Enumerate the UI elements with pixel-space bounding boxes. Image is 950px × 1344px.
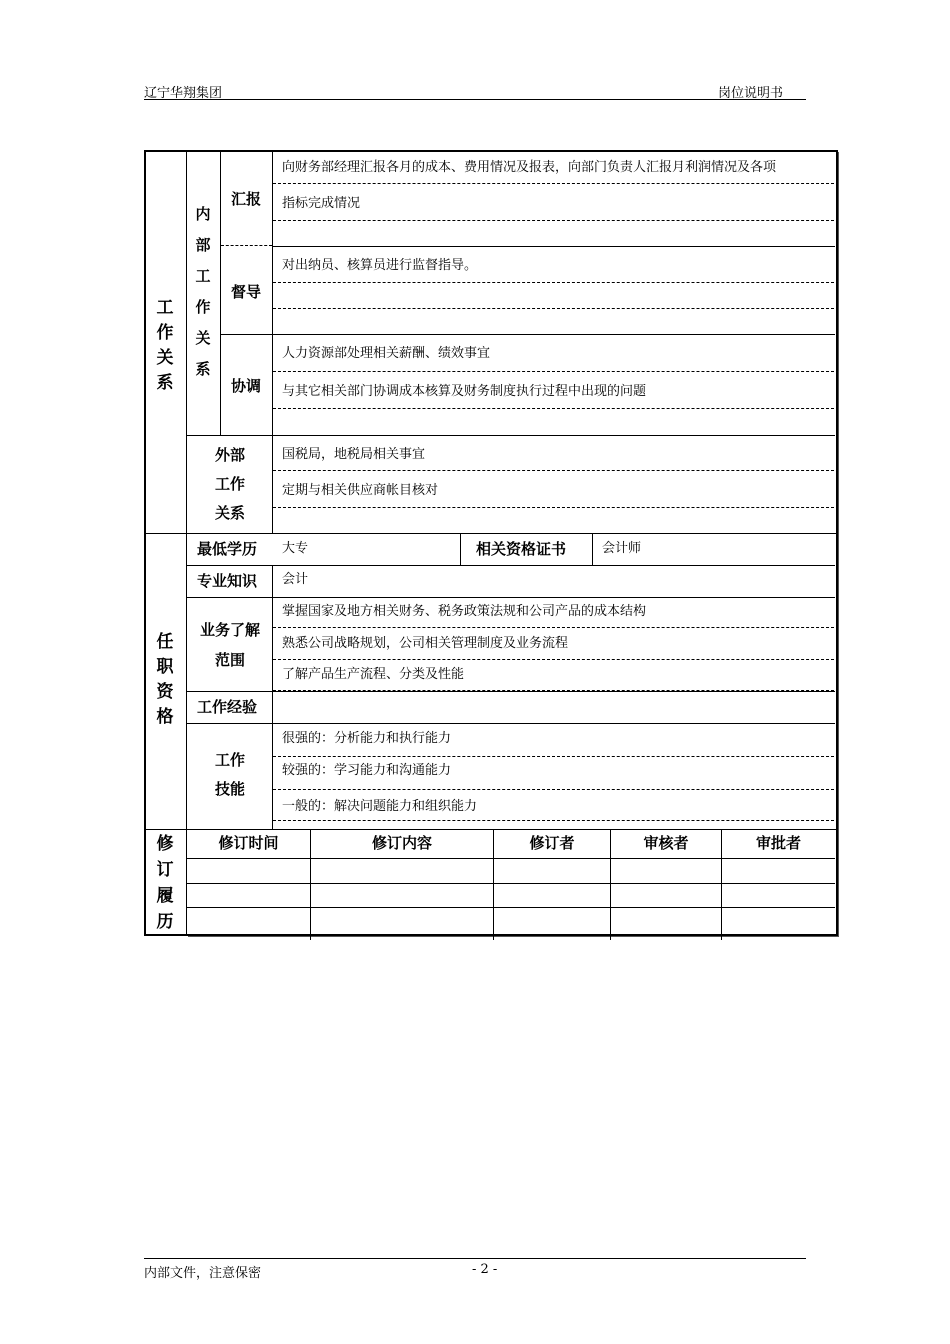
dashed-rule [221,245,272,246]
scope-label-line: 业务了解 [199,621,260,639]
external-label-line: 工作 [214,475,245,493]
dashed-rule [273,282,834,283]
col-revision-content: 修订内容 [371,834,432,852]
row-rule [187,597,835,598]
cell-divider [460,534,461,565]
company-name: 辽宁华翔集团 [144,86,223,101]
scope-line-3: 了解产品生产流程、分类及性能 [282,667,465,682]
revision-history-label: 修订履历 [156,834,174,932]
col-revision-time: 修订时间 [218,834,279,852]
dashed-rule [273,308,834,309]
report-line-2: 指标完成情况 [282,196,361,211]
scope-line-1: 掌握国家及地方相关财务、税务政策法规和公司产品的成本结构 [282,604,647,619]
scope-line-2: 熟悉公司战略规划，公司相关管理制度及业务流程 [282,636,569,651]
external-relations-label [190,441,270,528]
label-divider [272,151,273,533]
supervise-line-1: 对出纳员、核算员进行监督指导。 [282,258,478,273]
row-rule [187,723,835,724]
dashed-rule [273,220,834,221]
dashed-rule [273,659,834,660]
row-rule [221,334,835,335]
section-boundary [145,829,836,830]
dashed-rule [273,820,834,821]
header-rule [144,99,806,100]
table-row [187,858,835,859]
dashed-rule [273,371,834,372]
certificate-label: 相关资格证书 [476,540,567,558]
table-row [187,883,835,884]
dashed-rule [273,408,834,409]
dashed-rule [273,756,834,757]
row-rule [273,246,835,247]
external-line-2: 定期与相关供应商帐目核对 [282,483,439,498]
coordinate-line-2: 与其它相关部门协调成本核算及财务制度执行过程中出现的问题 [282,384,647,399]
confidential-note: 内部文件，注意保密 [144,1266,262,1281]
certificate-value: 会计师 [602,541,642,556]
col-reviewed-by: 审核者 [643,834,689,852]
table-row [187,907,835,908]
row-rule [187,435,835,436]
cell-divider [592,534,593,565]
business-scope-label [190,615,270,675]
education-label: 最低学历 [197,540,258,558]
scope-label-line: 范围 [214,651,245,669]
dashed-rule [273,627,834,628]
document-title: 岗位说明书 [718,86,784,101]
skills-label-line: 技能 [214,780,245,798]
external-label-line: 外部 [214,446,245,464]
report-label: 汇报 [231,190,262,208]
internal-relations-label: 内部工作关系 [195,205,211,378]
qualifications-label: 任职资格 [156,632,174,727]
footer-rule [144,1258,806,1259]
section-boundary [145,533,836,534]
skill-line-1: 很强的：分析能力和执行能力 [282,731,452,746]
col-approved-by: 审批者 [755,834,801,852]
skill-line-3: 一般的：解决问题能力和组织能力 [282,799,478,814]
section-divider [186,151,187,934]
dashed-rule [273,789,834,790]
skills-label [190,746,270,804]
skills-label-line: 工作 [214,751,245,769]
dashed-rule [273,183,834,184]
dashed-rule [273,470,834,471]
knowledge-value: 会计 [282,572,309,587]
external-line-1: 国税局，地税局相关事宜 [282,447,426,462]
page-number: - 2 - [472,1262,498,1277]
external-label-line: 关系 [214,504,245,522]
row-rule [187,565,835,566]
dashed-rule [273,507,834,508]
report-line-1: 向财务部经理汇报各月的成本、费用情况及报表，向部门负责人汇报月利润情况及各项 [282,160,777,175]
internal-divider [220,151,221,435]
work-relations-label: 工作关系 [156,298,174,393]
knowledge-label: 专业知识 [197,572,258,590]
supervise-label: 督导 [231,283,262,301]
coordinate-line-1: 人力资源部处理相关薪酬、绩效事宜 [282,346,491,361]
skill-line-2: 较强的：学习能力和沟通能力 [282,763,452,778]
row-rule [187,691,835,692]
col-revised-by: 修订者 [529,834,575,852]
experience-label: 工作经验 [197,698,258,716]
education-value: 大专 [282,541,309,556]
coordinate-label: 协调 [231,377,262,395]
